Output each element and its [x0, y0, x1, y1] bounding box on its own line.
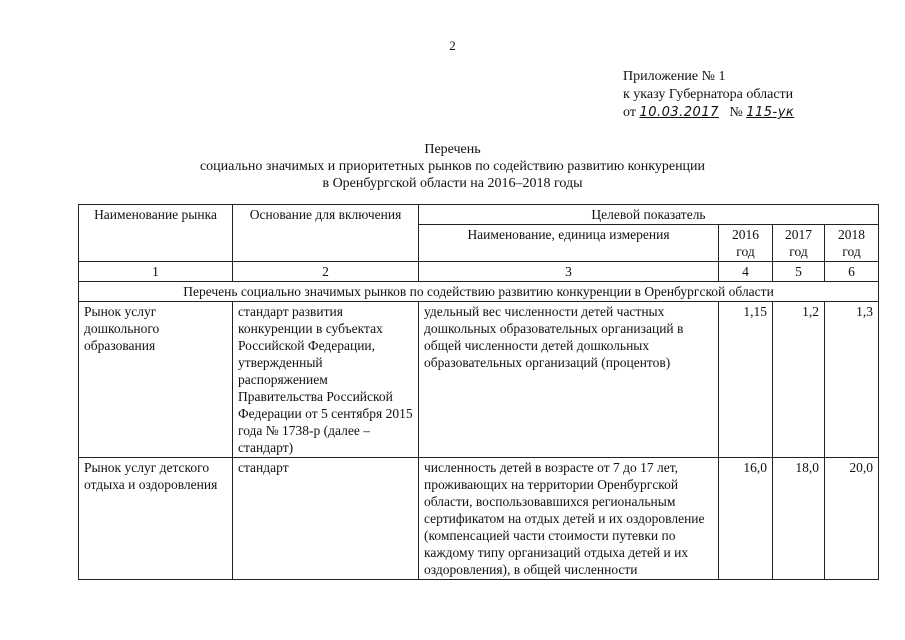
column-number: 6	[825, 262, 879, 282]
value-2017: 18,0	[773, 458, 825, 580]
value-2016: 16,0	[719, 458, 773, 580]
appendix-block	[623, 68, 794, 122]
header-year-2017: 2017 год	[773, 225, 825, 262]
title-line-1: Перечень	[424, 142, 481, 157]
markets-table	[78, 204, 879, 580]
inclusion-basis: стандарт развития конкуренции в субъектах Российской Федерации, утвержденный распоряжением Правительства Российской Федерации от 5 сентября 2015 года № 1738-р (далее – стандарт)	[233, 302, 419, 458]
column-number: 2	[233, 262, 419, 282]
market-name: Рынок услуг детского отдыха и оздоровления	[79, 458, 233, 580]
header-market: Наименование рынка	[79, 205, 233, 262]
appendix-date: 10.03.2017	[639, 105, 719, 120]
column-number: 1	[79, 262, 233, 282]
value-2016: 1,15	[719, 302, 773, 458]
column-number: 4	[719, 262, 773, 282]
appendix-number: 115-ук	[746, 105, 795, 120]
header-basis: Основание для включения	[233, 205, 419, 262]
indicator-name: удельный вес численности детей частных дошкольных образовательных организаций в общей численности детей дошкольных образовательных организаций (процентов)	[419, 302, 719, 458]
title-line-3: в Оренбургской области на 2016–2018 годы	[322, 176, 583, 191]
title-line-2: социально значимых и приоритетных рынков по содействию развитию конкуренции	[199, 159, 706, 174]
header-row-1	[79, 205, 879, 225]
section-title: Перечень социально значимых рынков по содействию развитию конкуренции в Оренбургской области	[79, 282, 879, 302]
appendix-line-1: Приложение № 1	[623, 69, 726, 84]
inclusion-basis: стандарт	[233, 458, 419, 580]
column-number: 5	[773, 262, 825, 282]
header-year-2018: 2018 год	[825, 225, 879, 262]
appendix-number-label: №	[729, 105, 743, 120]
document-title	[0, 141, 905, 192]
column-number: 3	[419, 262, 719, 282]
header-year-2016: 2016 год	[719, 225, 773, 262]
market-name: Рынок услуг дошкольного образования	[79, 302, 233, 458]
section-row	[79, 282, 879, 302]
page-number: 2	[449, 38, 456, 53]
value-2017: 1,2	[773, 302, 825, 458]
column-number-row	[79, 262, 879, 282]
header-indicator-name: Наименование, единица измерения	[419, 225, 719, 262]
header-target: Целевой показатель	[419, 205, 879, 225]
appendix-from-label: от	[623, 105, 636, 120]
value-2018: 1,3	[825, 302, 879, 458]
table-row	[79, 458, 879, 580]
indicator-name: численность детей в возрасте от 7 до 17 лет, проживающих на территории Оренбургской области, воспользовавшихся региональным сертификатом на отдых детей и их оздоровление (компенсацией части стоимости путевки по каждому типу организаций отдыха детей и их оздоровления), в общей численности	[419, 458, 719, 580]
table-row	[79, 302, 879, 458]
appendix-line-2: к указу Губернатора области	[623, 87, 794, 102]
appendix-date-line	[623, 104, 794, 122]
value-2018: 20,0	[825, 458, 879, 580]
